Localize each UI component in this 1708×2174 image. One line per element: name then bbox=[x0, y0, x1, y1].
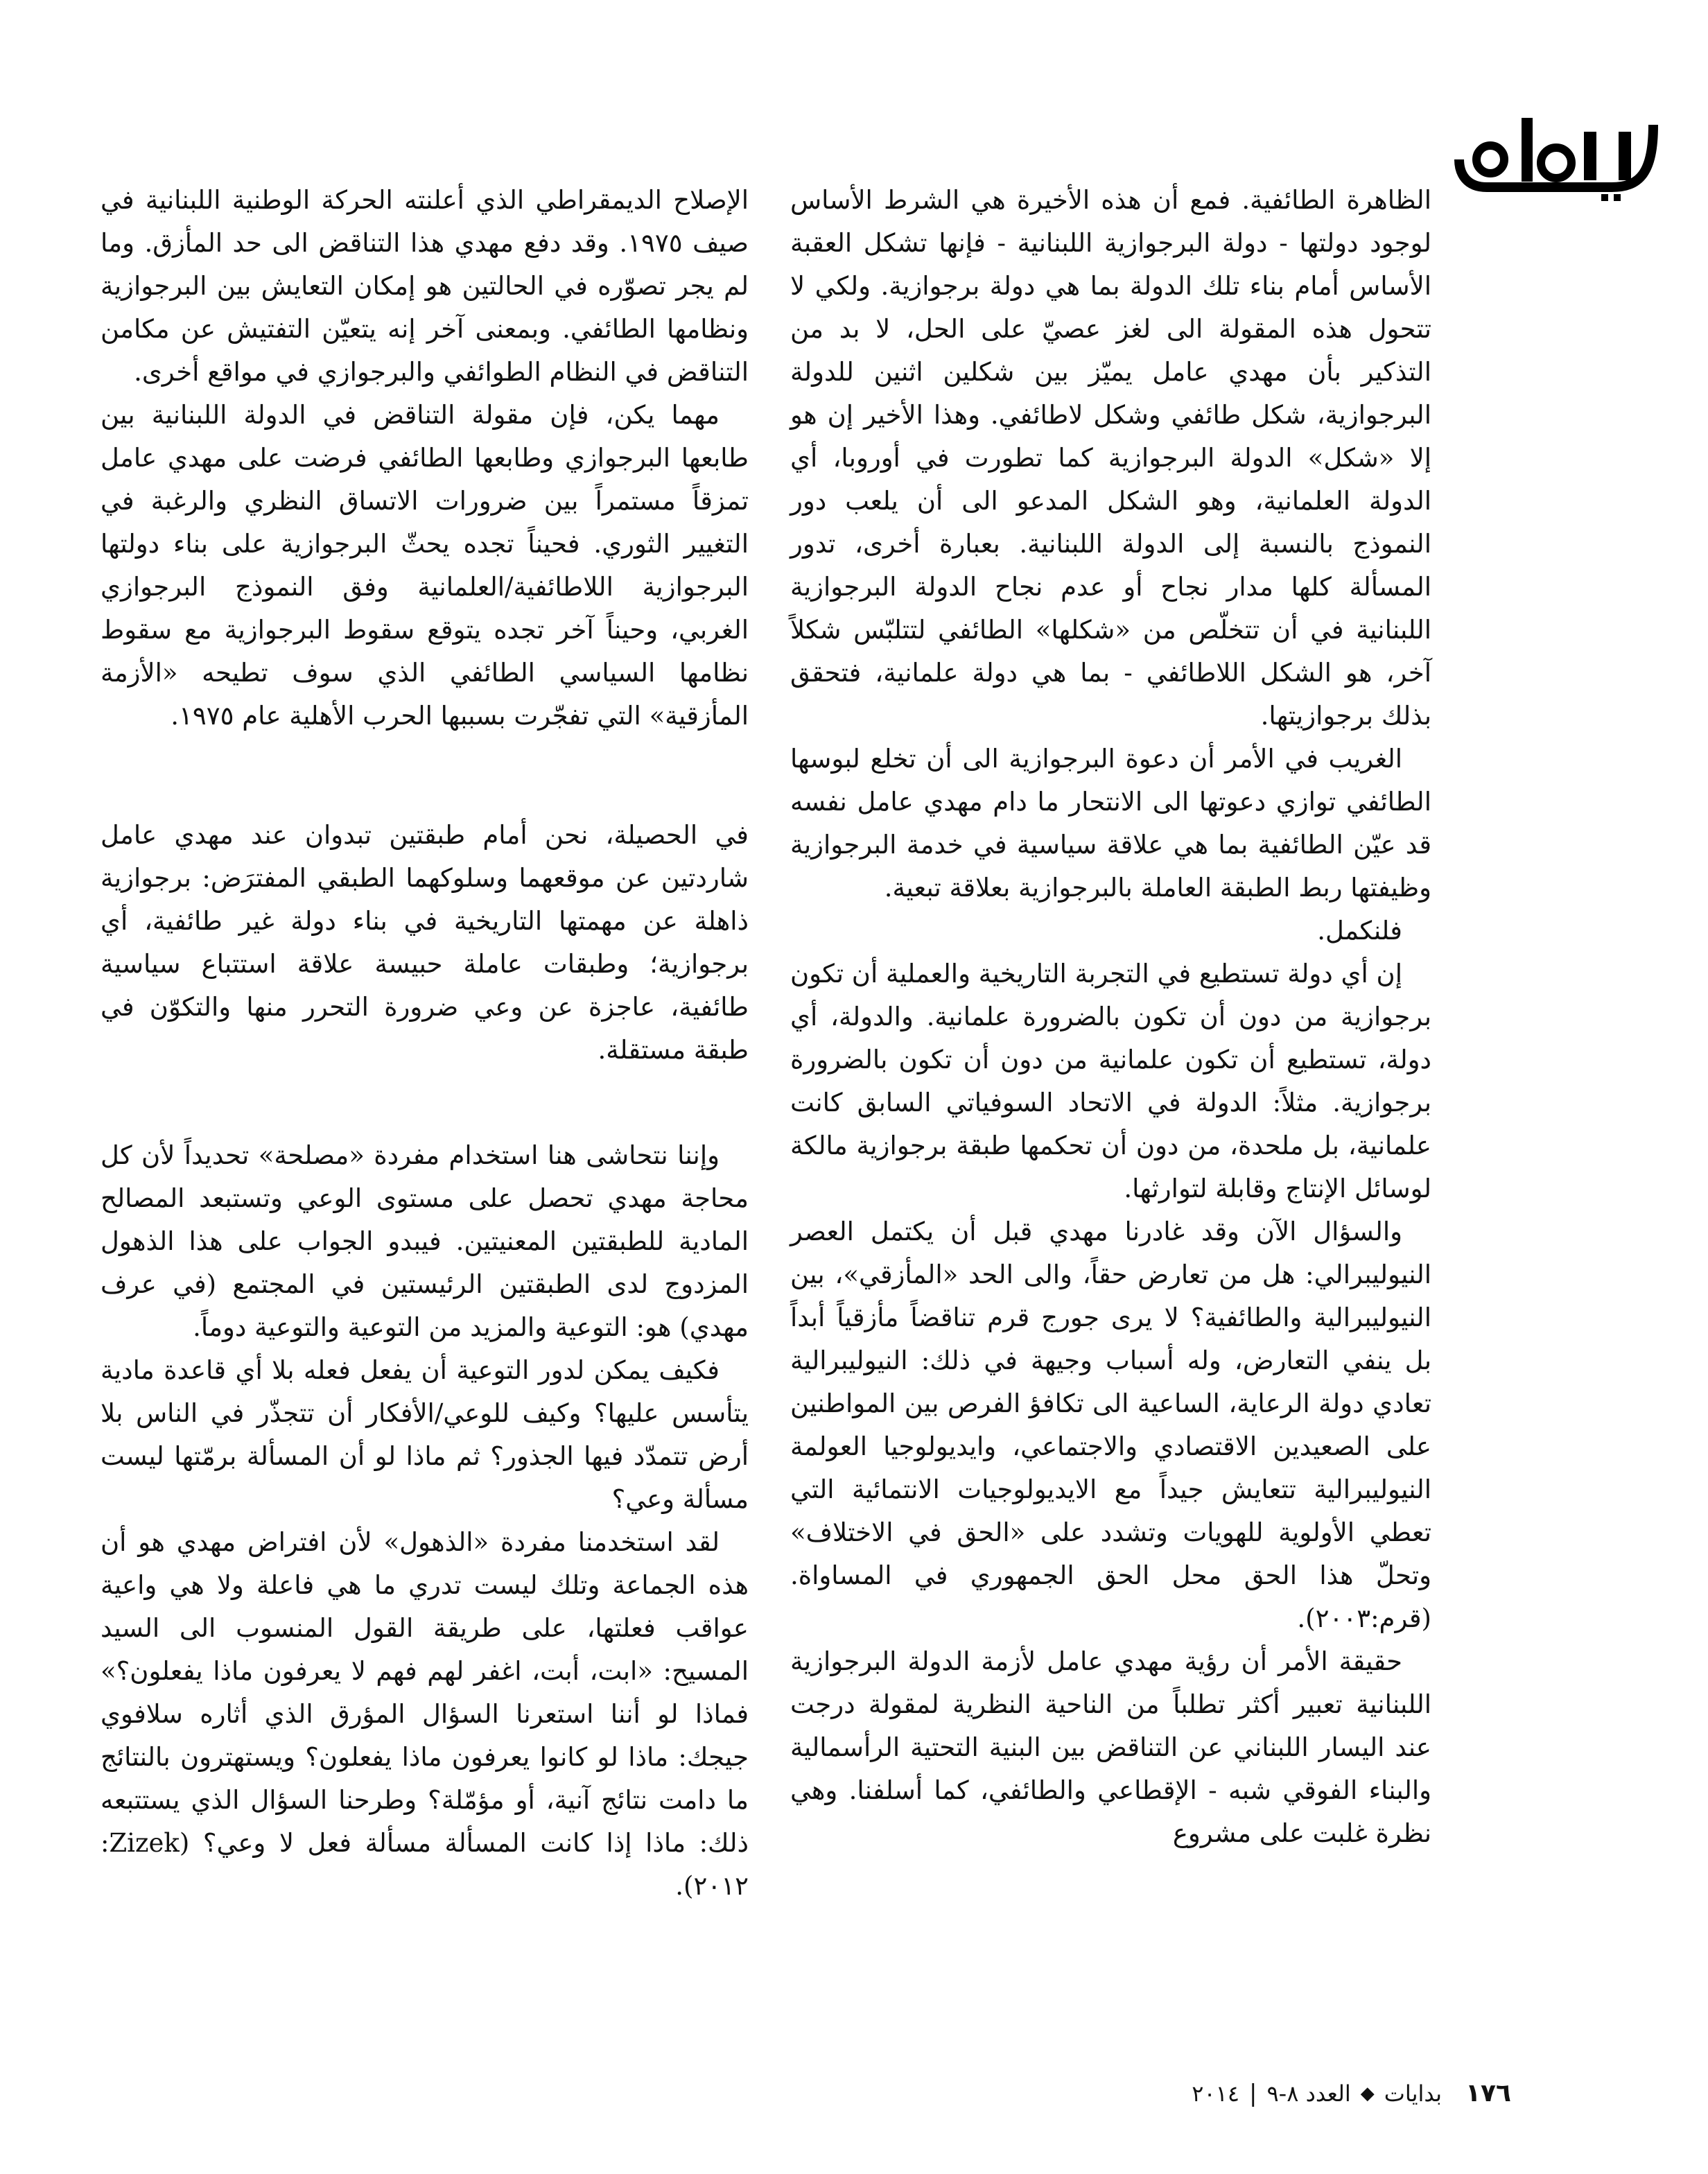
separator: | bbox=[1249, 2080, 1257, 2107]
paragraph: فكيف يمكن لدور التوعية أن يفعل فعله بلا أي قاعدة مادية يتأسس عليها؟ وكيف للوعي/الأفكار أن تتجذّر في الناس بلا أرض تتمدّد فيها الجذور؟ ثم ماذا لو أن المسألة برمّتها ليست مسألة وعي؟ bbox=[101, 1355, 749, 1514]
paragraph: إن أي دولة تستطيع في التجربة التاريخية والعملية أن تكون برجوازية من دون أن تكون بالضرورة علمانية. والدولة، أي دولة، تستطيع أن تكون علمانية من دون أن تكون بالضرورة برجوازية. مثلاً: الدولة في الاتحاد السوفياتي السابق كانت علمانية، بل ملحدة، من دون أن تحكمها طبقة برجوازية مالكة لوسائل الإنتاج وقابلة لتوارثها. bbox=[790, 959, 1432, 1203]
paragraph: لقد استخدمنا مفردة «الذهول» لأن افتراض مهدي هو أن هذه الجماعة وتلك ليست تدري ما هي فاعلة ولا هي واعية عواقب فعلتها، على طريقة القول المنسوب الى السيد المسيح: «ابت، أبت، اغفر لهم فهم لا يعرفون ماذا يفعلون؟» فماذا لو أننا استعرنا السؤال المؤرق الذي أثاره سلافوي جيجك: ماذا لو كانوا يعرفون ماذا يفعلون؟ ويستهترون بالنتائج ما دامت نتائج آنية، أو مؤمّلة؟ وطرحنا السؤال الذي يستتبعه ذلك: ماذا إذا كانت المسألة مسألة فعل لا وعي؟ (Zizek: ٢٠١٢). bbox=[101, 1527, 749, 1901]
diamond-icon: ◆ bbox=[1360, 2083, 1375, 2104]
page-footer bbox=[1123, 2073, 1511, 2114]
paragraph: وإننا نتحاشى هنا استخدام مفردة «مصلحة» تحديداً لأن كل محاجة مهدي تحصل على مستوى الوعي وتستبعد المصالح المادية للطبقتين المعنيتين. فيبدو الجواب على هذا الذهول المزدوج لدى الطبقتين الرئيستين في المجتمع (في عرف مهدي) هو: التوعية والمزيد من التوعية والتوعية دوماً. bbox=[101, 1140, 749, 1342]
paragraph: والسؤال الآن وقد غادرنا مهدي قبل أن يكتمل العصر النيوليبرالي: هل من تعارض حقاً، والى الحد «المأزقي»، بين النيوليبرالية والطائفية؟ لا يرى جورج قرم تناقضاً مأزقياً أبداً بل ينفي التعارض، وله أسباب وجيهة في ذلك: النيوليبرالية تعادي دولة الرعاية، الساعية الى تكافؤ الفرص بين المواطنين على الصعيدين الاقتصادي والاجتماعي، وايديولوجيا العولمة النيوليبرالية تتعايش جيداً مع الايديولوجيات الانتمائية التي تعطي الأولوية للهويات وتشدد على «الحق في الاختلاف» وتحلّ هذا الحق محل الحق الجمهوري في المساواة. (قرم:٢٠٠٣). bbox=[790, 1217, 1431, 1633]
section-gap bbox=[101, 738, 749, 814]
paragraph: فلنكمل. bbox=[1317, 916, 1402, 946]
magazine-logo bbox=[1445, 104, 1667, 208]
paragraph: حقيقة الأمر أن رؤية مهدي عامل لأزمة الدولة البرجوازية اللبنانية تعبير أكثر تطلباً من الناحية النظرية لمقولة درجت عند اليسار اللبناني عن التناقض بين البنية التحتية الرأسمالية والبناء الفوقي شبه - الإقطاعي والطائفي، كما أسلفنا. وهي نظرة غلبت على مشروع bbox=[790, 1646, 1431, 1848]
left-column bbox=[101, 179, 749, 1908]
section-gap bbox=[101, 1072, 749, 1134]
paragraph: الظاهرة الطائفية. فمع أن هذه الأخيرة هي الشرط الأساس لوجود دولتها - دولة البرجوازية اللبنانية - فإنها تشكل العقبة الأساس أمام بناء تلك الدولة بما هي دولة برجوازية. ولكي لا تتحول هذه المقولة الى لغز عصيّ على الحل، لا بد من التذكير بأن مهدي عامل يميّز بين شكلين اثنين للدولة البرجوازية، شكل طائفي وشكل لاطائفي. وهذا الأخير إن هو إلا «شكل» الدولة البرجوازية كما تطورت في أوروبا، أي الدولة العلمانية، وهو الشكل المدعو الى أن يلعب دور النموذج بالنسبة إلى الدولة اللبنانية. بعبارة أخرى، تدور المسألة كلها مدار نجاح أو عدم نجاح الدولة البرجوازية اللبنانية في أن تتخلّص من «شكلها» الطائفي لتتلبّس شكلاً آخر، هو الشكل اللاطائفي - بما هي دولة علمانية، فتحقق بذلك برجوازيتها. bbox=[790, 185, 1431, 731]
paragraph: الغريب في الأمر أن دعوة البرجوازية الى أن تخلع لبوسها الطائفي توازي دعوتها الى الانتحار ما دام مهدي عامل نفسه قد عيّن الطائفية بما هي علاقة سياسية في خدمة البرجوازية وظيفتها ربط الطبقة العاملة بالبرجوازية بعلاقة تبعية. bbox=[790, 744, 1432, 903]
logo-mark bbox=[1445, 104, 1667, 208]
issue-number: العدد ٨-٩ bbox=[1266, 2080, 1351, 2107]
paragraph: في الحصيلة، نحن أمام طبقتين تبدوان عند مهدي عامل شاردتين عن موقعهما وسلوكهما الطبقي المفترَض: برجوازية ذاهلة عن مهمتها التاريخية في بناء دولة غير طائفية، أي برجوازية؛ وطبقات عاملة حبيسة علاقة استتباع سياسية طائفية، عاجزة عن وعي ضرورة التحرر منها والتكوّن في طبقة مستقلة. bbox=[101, 820, 749, 1065]
issue-year: ٢٠١٤ bbox=[1192, 2080, 1240, 2107]
journal-name: بدايات bbox=[1384, 2080, 1443, 2107]
right-column bbox=[790, 179, 1431, 1855]
paragraph: الإصلاح الديمقراطي الذي أعلنته الحركة الوطنية اللبنانية في صيف ١٩٧٥. وقد دفع مهدي هذا التناقض الى حد المأزق. وما لم يجر تصوّره في الحالتين هو إمكان التعايش بين البرجوازية ونظامها الطائفي. وبمعنى آخر إنه يتعيّن التفتيش عن مكامن التناقض في النظام الطوائفي والبرجوازي في مواقع أخرى. bbox=[101, 185, 749, 387]
page-number: ١٧٦ bbox=[1465, 2079, 1511, 2107]
paragraph: مهما يكن، فإن مقولة التناقض في الدولة اللبنانية بين طابعها البرجوازي وطابعها الطائفي فرضت على مهدي عامل تمزقاً مستمراً بين ضرورات الاتساق النظري والرغبة في التغيير الثوري. فحيناً تجده يحثّ البرجوازية على بناء دولتها البرجوازية اللاطائفية/العلمانية وفق النموذج البرجوازي الغربي، وحيناً آخر تجده يتوقع سقوط البرجوازية مع سقوط نظامها السياسي الطائفي الذي سوف تطيحه «الأزمة المأزقية» التي تفجّرت بسببها الحرب الأهلية عام ١٩٧٥. bbox=[101, 400, 749, 731]
